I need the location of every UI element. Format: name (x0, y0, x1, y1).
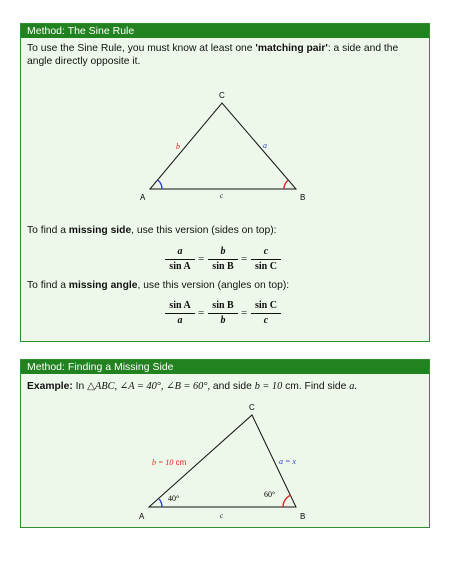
angle-a-label: 40° (168, 494, 180, 503)
fraction-denominator: a (177, 315, 183, 326)
example-text-mid: and side (210, 381, 255, 392)
vertex-c-label: C (219, 91, 225, 100)
fraction-sinA-over-a (165, 300, 195, 327)
example-math-side-b: b = 10 (254, 381, 283, 392)
missing-side-method-box (20, 359, 430, 528)
example-label: Example: (27, 381, 73, 392)
example-math-side-a: a. (349, 381, 357, 392)
equals-sign: = (241, 253, 248, 265)
box-header: Method: Finding a Missing Side (21, 360, 429, 374)
box-header: Method: The Sine Rule (21, 24, 429, 38)
intro-text-pre: To use the Sine Rule, you must know at least one (27, 43, 256, 54)
fraction-sinC-over-c (251, 300, 281, 327)
vertex-a-label: A (140, 193, 146, 202)
intro-text-bold: 'matching pair' (255, 43, 328, 54)
vertex-c-label: C (249, 403, 255, 412)
sine-rule-triangle-diagram (21, 24, 431, 343)
missing-side-text (27, 224, 421, 237)
fraction-sinB-over-b (208, 300, 238, 327)
angle-b-label: 60° (264, 490, 276, 499)
side-b-label: b (176, 142, 180, 151)
fraction-a-over-sinA (165, 246, 195, 273)
triangle-outline (150, 103, 296, 189)
missing-angle-text-bold: missing angle (68, 280, 138, 291)
example-text-post: cm. Find side (282, 381, 350, 392)
example-text-pre: In (72, 381, 88, 392)
angle-b-arc (284, 180, 288, 189)
missing-side-text-post: , use this version (sides on top): (131, 225, 277, 236)
fraction-denominator: c (263, 315, 269, 326)
fraction-numerator: b (220, 246, 226, 257)
side-c-label: c (220, 512, 224, 520)
angle-a-arc (159, 499, 162, 507)
side-a-label: a = x (279, 457, 296, 466)
fraction-numerator: sin C (255, 300, 277, 311)
fraction-numerator: sin A (169, 300, 191, 311)
vertex-b-label: B (300, 193, 306, 202)
intro-text-post: : a side and the angle directly opposite it. (27, 43, 399, 67)
missing-side-text-pre: To find a (27, 225, 69, 236)
vertex-b-label: B (300, 512, 306, 521)
fraction-c-over-sinC (251, 246, 281, 273)
fraction-b-over-sinB (208, 246, 238, 273)
side-b-label (152, 458, 187, 467)
angle-a-arc (158, 180, 162, 189)
missing-angle-text-pre: To find a (27, 280, 69, 291)
fraction-denominator: sin B (212, 261, 234, 272)
equals-sign: = (241, 307, 248, 319)
fraction-numerator: c (263, 246, 269, 257)
side-b-value: b = 10 (152, 458, 174, 467)
equals-sign: = (198, 253, 205, 265)
fraction-numerator: sin B (212, 300, 234, 311)
side-c-label: c (220, 192, 224, 200)
example-triangle-diagram (21, 360, 431, 529)
missing-side-text-bold: missing side (68, 225, 132, 236)
sine-rule-method-box (20, 23, 430, 342)
vertex-a-label: A (139, 512, 145, 521)
fraction-denominator: sin A (169, 261, 191, 272)
side-b-unit: cm (173, 458, 187, 467)
side-a-label: a (263, 141, 267, 150)
missing-angle-text-post: , use this version (angles on top): (137, 280, 290, 291)
equals-sign: = (198, 307, 205, 319)
example-math-angles: △ABC, ∠A = 40°, ∠B = 60°, (87, 381, 211, 392)
fraction-denominator: sin C (255, 261, 277, 272)
fraction-numerator: a (177, 246, 183, 257)
angle-b-arc (283, 495, 290, 507)
missing-angle-text (27, 279, 421, 292)
fraction-denominator: b (220, 315, 226, 326)
